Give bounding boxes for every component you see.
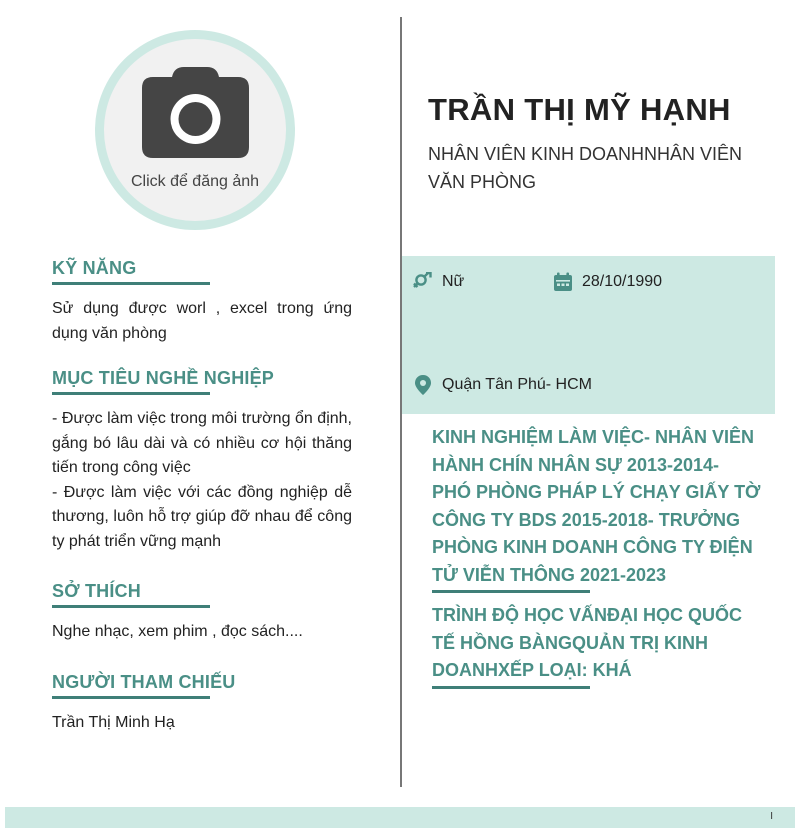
photo-upload[interactable]: [95, 30, 295, 230]
skills-rule: [52, 282, 210, 285]
objective-section: [52, 368, 352, 554]
education-title: TRÌNH ĐỘ HỌC VẤNĐẠI HỌC QUỐC TẾ HỒNG BÀNGQUẢN TRỊ KINH DOANHXẾP LOẠI: KHÁ: [432, 605, 742, 680]
job-title: NHÂN VIÊN KINH DOANHNHÂN VIÊN VĂN PHÒNG: [428, 144, 743, 192]
objective-line: - Được làm việc trong môi trường ổn định, gắng bó lâu dài và có nhiều cơ hội thăng tiến trong công việc: [52, 410, 352, 476]
footer-mark: I: [770, 811, 773, 822]
photo-placeholder[interactable]: [104, 39, 286, 221]
personal-info: [402, 256, 775, 414]
footer-band: [5, 807, 795, 828]
objective-line: - Được làm việc với các đồng nghiệp dễ thương, luôn hỗ trợ giúp đỡ nhau để công ty phát triển vững mạnh: [52, 483, 352, 550]
birthdate-item: [553, 272, 662, 292]
objective-title: MỤC TIÊU NGHỀ NGHIỆP: [52, 368, 275, 388]
address-value: Quận Tân Phú- HCM: [442, 376, 592, 393]
objective-text: [52, 407, 352, 554]
education-section: [432, 602, 762, 689]
hobbies-text: Nghe nhạc, xem phim , đọc sách....: [52, 623, 303, 640]
education-rule: [432, 686, 590, 689]
camera-icon: [142, 65, 249, 159]
birthdate-value: 28/10/1990: [582, 273, 663, 290]
references-text: Trần Thị Minh Hạ: [52, 714, 175, 731]
calendar-icon: [553, 272, 573, 292]
gender-icon: [413, 272, 433, 292]
experience-title: KINH NGHIỆM LÀM VIỆC- NHÂN VIÊN HÀNH CHÍN NHÂN SỰ 2013-2014- PHÓ PHÒNG PHÁP LÝ CHẠY GIẤY TỜ CÔNG TY BDS 2015-2018- TRƯỞNG PHÒNG KINH DOANH CÔNG TY ĐIỆN TỬ VIỄN THÔNG 2021-2023: [432, 427, 761, 585]
hobbies-title: SỞ THÍCH: [52, 581, 141, 601]
references-title: NGƯỜI THAM CHIẾU: [52, 672, 236, 692]
gender-item: [413, 272, 464, 292]
references-rule: [52, 696, 210, 699]
hobbies-rule: [52, 605, 210, 608]
skills-title: KỸ NĂNG: [52, 258, 137, 278]
references-section: [52, 672, 352, 736]
candidate-name: TRẦN THỊ MỸ HẠNH: [428, 92, 731, 127]
objective-rule: [52, 392, 210, 395]
hobbies-section: [52, 581, 352, 645]
address-item: [413, 374, 592, 396]
gender-value: Nữ: [442, 273, 465, 290]
experience-section: [432, 424, 762, 593]
skills-text: Sử dụng được worl , excel trong ứng dụng văn phòng: [52, 300, 352, 342]
map-pin-icon: [413, 374, 433, 396]
photo-caption: Click để đăng ảnh: [130, 173, 260, 190]
experience-rule: [432, 590, 590, 593]
skills-section: [52, 258, 352, 346]
